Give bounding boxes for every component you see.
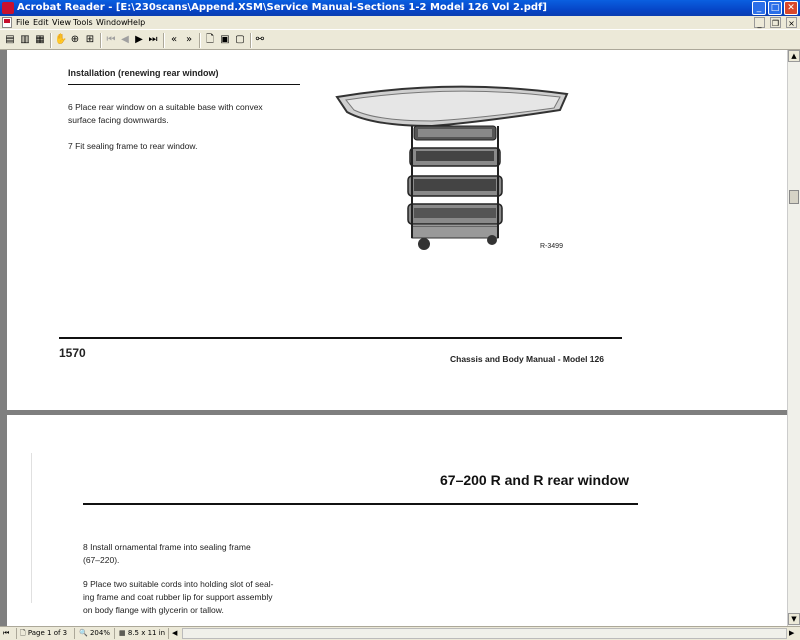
- page-indicator[interactable]: 🗋 Page 1 of 3: [20, 629, 68, 637]
- section-title: 67–200 R and R rear window: [440, 472, 630, 488]
- toolbar-separator: [250, 33, 252, 48]
- acrobat-app-icon: [2, 2, 14, 14]
- document-icon[interactable]: [2, 17, 12, 28]
- toolbar-separator: [50, 33, 52, 48]
- fit-page-icon[interactable]: ▣: [220, 34, 230, 45]
- close-button[interactable]: ✕: [784, 1, 798, 15]
- installation-heading: Installation (renewing rear window): [68, 68, 219, 78]
- doc-restore-button[interactable]: ❐: [771, 19, 780, 28]
- window-title: Acrobat Reader - [E:\230scans\Append.XSM\Service Manual-Sections 1-2 Model 126 Vol 2.pdf]: [17, 2, 547, 13]
- menu-tools[interactable]: Tools: [73, 18, 93, 27]
- step-9-line-3: on body flange with glycerin or tallow.: [83, 605, 224, 615]
- heading-rule: [68, 84, 300, 85]
- zoom-tool-icon[interactable]: ⊕: [70, 34, 80, 45]
- menu-bar: [0, 16, 800, 29]
- menu-file[interactable]: File: [16, 18, 30, 27]
- step-8-line-2: (67–220).: [83, 555, 120, 565]
- toolbar: [0, 29, 800, 50]
- step-6-line-1: 6 Place rear window on a suitable base with convex: [68, 102, 263, 112]
- menu-help[interactable]: Help: [127, 18, 146, 27]
- menu-window[interactable]: Window: [96, 18, 128, 27]
- actual-size-icon[interactable]: 🗋: [205, 34, 215, 45]
- bookmarks-icon[interactable]: ▥: [20, 34, 30, 45]
- toolbar-separator: [163, 33, 165, 48]
- step-7: 7 Fit sealing frame to rear window.: [68, 141, 198, 151]
- menu-view[interactable]: View: [52, 18, 71, 27]
- text-select-icon[interactable]: ⊞: [85, 34, 95, 45]
- document-page-2: [7, 415, 787, 626]
- doc-close-button[interactable]: ×: [786, 17, 797, 28]
- toolbar-separator: [100, 33, 102, 48]
- document-viewer[interactable]: [0, 50, 787, 626]
- step-9-line-2: ing frame and coat rubber lip for support assembly: [83, 592, 273, 602]
- thumbnails-icon[interactable]: ▦: [35, 34, 45, 45]
- go-back-icon[interactable]: «: [170, 34, 178, 45]
- minimize-button[interactable]: _: [752, 1, 766, 15]
- step-9-line-1: 9 Place two suitable cords into holding slot of seal-: [83, 579, 274, 589]
- menu-edit[interactable]: Edit: [33, 18, 49, 27]
- vertical-scrollbar[interactable]: [787, 50, 800, 626]
- scroll-up-icon[interactable]: ▲: [788, 50, 800, 62]
- go-forward-icon[interactable]: »: [185, 34, 193, 45]
- previous-page-icon[interactable]: ◀: [121, 34, 129, 45]
- page-size-indicator: ▦ 8.5 x 11 in: [119, 629, 166, 637]
- figure-label: R-3499: [540, 243, 563, 250]
- section-rule: [83, 503, 638, 505]
- scroll-right-icon[interactable]: ▶: [789, 629, 795, 637]
- step-8-line-1: 8 Install ornamental frame into sealing frame: [83, 542, 251, 552]
- scroll-thumb[interactable]: [789, 190, 799, 204]
- toolbar-separator: [199, 33, 201, 48]
- maximize-button[interactable]: □: [768, 1, 782, 15]
- title-bar: [0, 0, 800, 16]
- page-only-icon[interactable]: ▤: [5, 34, 15, 45]
- next-page-icon[interactable]: ▶: [135, 34, 143, 45]
- fit-width-icon[interactable]: ▢: [235, 34, 245, 45]
- hand-tool-icon[interactable]: ✋: [54, 34, 68, 45]
- horizontal-scrollbar[interactable]: [182, 628, 787, 639]
- rear-window-cart-figure: [332, 80, 572, 255]
- find-binoculars-icon[interactable]: ⚯: [255, 34, 265, 45]
- zoom-indicator[interactable]: 🔍 204%: [79, 629, 110, 637]
- scroll-left-icon[interactable]: ◀: [172, 629, 178, 637]
- status-first-page-icon[interactable]: ⏮: [3, 629, 10, 637]
- document-page-1: [7, 50, 787, 410]
- footer-rule: [59, 337, 622, 339]
- scroll-down-icon[interactable]: ▼: [788, 613, 800, 625]
- page-footer: Chassis and Body Manual - Model 126: [450, 354, 604, 364]
- doc-minimize-button[interactable]: _: [754, 17, 765, 28]
- last-page-icon[interactable]: ⏭: [148, 34, 158, 45]
- status-bar: [0, 626, 800, 640]
- page-number: 1570: [59, 346, 86, 360]
- step-6-line-2: surface facing downwards.: [68, 115, 169, 125]
- first-page-icon[interactable]: ⏮: [106, 34, 116, 45]
